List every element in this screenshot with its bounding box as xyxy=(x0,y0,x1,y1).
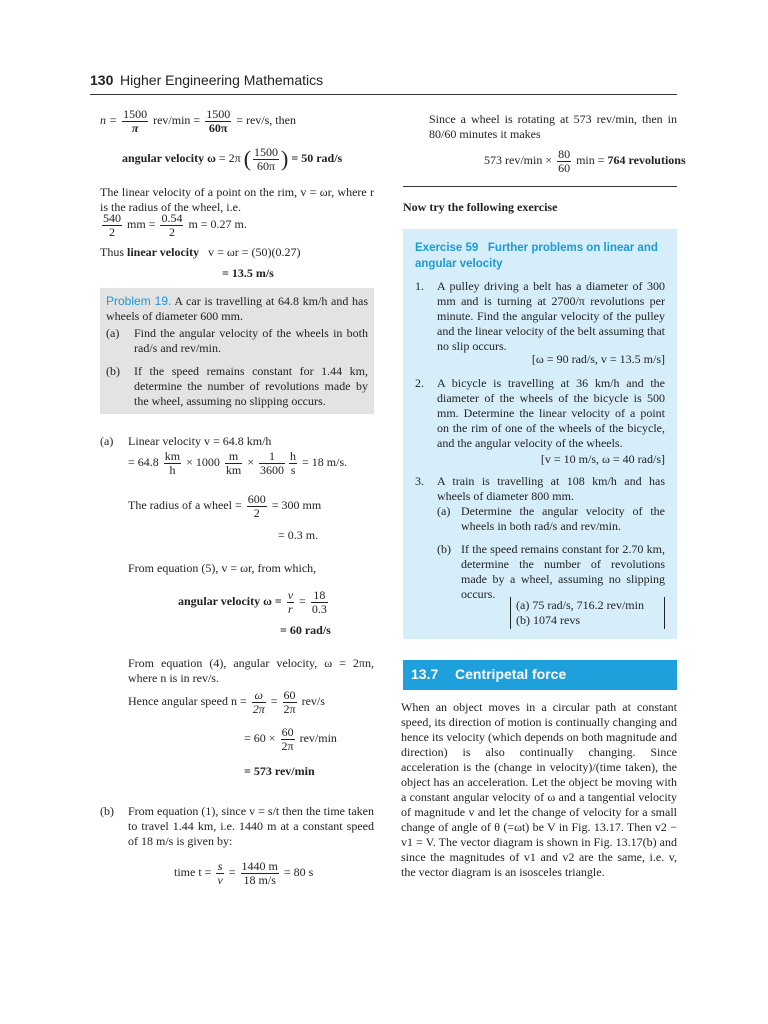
exercise-q3a-label: (a) xyxy=(437,504,451,518)
exercise-q3-answer-a: (a) 75 rad/s, 716.2 rev/min xyxy=(516,598,644,612)
sol-a-av-result: = 60 rad/s xyxy=(280,623,331,637)
exercise-q3-text: A train is travelling at 108 km/h and has wheels of diameter 800 mm. xyxy=(437,474,665,503)
exercise-q2-num: 2. xyxy=(415,376,424,390)
problem-a-text: Find the angular velocity of the wheels in both rad/s and rev/min. xyxy=(134,326,368,355)
sol-a-rev-min: = 60 × $\frac{60}{2\pi}$ rev/min xyxy=(244,725,337,753)
sol-a-line1: Linear velocity v = 64.8 km/h xyxy=(128,434,272,448)
exercise-q2-text: A bicycle is travelling at 36 km/h and the diameter of the wheels of the bicycle is 500 mm. Determine the linear velocity of a point on the rim of one of the wheels of the bicycle, and the angular velocity of the wheels. xyxy=(437,376,665,450)
eq-thus: Thus linear velocity v = ωr = (50)(0.27) xyxy=(100,245,301,259)
eq-n: n = $\frac{1500}{\pi}$ rev/min = $\frac{1500}{60\pi}$ = rev/s, then xyxy=(100,107,296,135)
problem-statement: Problem 19. A car is travelling at 64.8 km/h and has wheels of diameter 600 mm. xyxy=(106,294,369,323)
exercise-q3b-label: (b) xyxy=(437,542,451,556)
sol-a-eq5: From equation (5), v = ωr, from which, xyxy=(128,561,317,575)
book-title: Higher Engineering Mathematics xyxy=(120,72,324,88)
sol-a-conversion: = 64.8 $\frac{km}{h}$ × 1000 $\frac{m}{km}$ × $\frac{1}{3600}$ $\frac{h}{s}$ = 18 m/s. xyxy=(128,449,348,477)
sol-a-angular-velocity: angular velocity ω = $\frac{v}{r}$ = $\frac{18}{0.3}$ xyxy=(178,588,327,616)
sol-b-time: time t = $\frac{s}{v}$ = $\frac{1440 m}{18 m/s}$ = 80 s xyxy=(174,859,314,887)
linear-intro: The linear velocity of a point on the rim, v = ωr, where r is the radius of the wheel, i.e. xyxy=(100,185,374,214)
section-body: When an object moves in a circular path at constant speed, its direction of motion is continually changing and hence its velocity (which depends on both magnitude and direction) is also continually changing. Since acceleration is the (change in velocity)/(time taken), the object has an acceleration. Let the object be moving with a constant angular velocity of ω and a tangential velocity of magnitude v and let the change of velocity for a small change of angle of θ (=ωt) be V in Fig. 13.17. Then v2 − v1 = V. The vector diagram is shown in Fig. 13.17(b) and since the magnitudes of v1 and v2 are the same, i.e. v, the vector diagram is an isosceles triangle. xyxy=(401,700,677,879)
sol-a-rev-min-result: = 573 rev/min xyxy=(244,764,315,778)
exercise-q3b-text: If the speed remains constant for 2.70 km, determine the number of revolutions made by a wheel, assuming no slipping occurs. xyxy=(461,542,665,601)
exercise-q2-answer: [v = 10 m/s, ω = 40 rad/s] xyxy=(540,452,665,466)
exercise-q1-num: 1. xyxy=(415,279,424,293)
sol-a-eq4: From equation (4), angular velocity, ω = 2πn, where n is in rev/s. xyxy=(128,656,374,685)
exercise-q3-num: 3. xyxy=(415,474,424,488)
sol-b-label: (b) xyxy=(100,804,114,818)
revolutions-eq: 573 rev/min × $\frac{80}{60}$ min = 764 revolutions xyxy=(484,147,686,175)
sol-b-text: From equation (1), since v = s/t then the time taken to travel 1.44 km, i.e. 1440 m at a constant speed of 18 m/s is given by: xyxy=(128,804,374,848)
sol-a-angular-speed: Hence angular speed n = $\frac{\omega}{2\pi}$ = $\frac{60}{2\pi}$ rev/s xyxy=(128,688,325,716)
section-number: 13.7 xyxy=(411,666,439,682)
section-title: Centripetal force xyxy=(455,666,567,682)
sol-a-radius-m: = 0.3 m. xyxy=(278,528,319,542)
exercise-q3a-text: Determine the angular velocity of the wheels in both rad/s and rev/min. xyxy=(461,504,665,533)
section-heading xyxy=(403,660,677,690)
exercise-q1-text: A pulley driving a belt has a diameter of 300 mm and is turning at 2700/π revolutions per minute. Find the angular velocity of the pulley and the linear velocity of the belt assuming that no slip occurs. xyxy=(437,279,665,353)
exercise-q3-answer-b: (b) 1074 revs xyxy=(516,613,580,627)
problem-b-label: (b) xyxy=(106,364,120,378)
now-try-rule xyxy=(403,186,677,187)
right-cont-text: Since a wheel is rotating at 573 rev/min, then in 80/60 minutes it makes xyxy=(429,112,677,141)
eq-omega: angular velocity ω = 2π ( $\frac{1500}{60\pi}$ ) = 50 rad/s xyxy=(122,145,343,173)
eq-thus-result: = 13.5 m/s xyxy=(222,266,274,280)
exercise-q1-answer: [ω = 90 rad/s, v = 13.5 m/s] xyxy=(531,352,665,366)
header-rule xyxy=(90,94,677,95)
sol-a-radius: The radius of a wheel = $\frac{600}{2}$ = 300 mm xyxy=(128,492,322,520)
page-number: 130 xyxy=(90,72,114,88)
sol-a-label: (a) xyxy=(100,434,114,448)
now-try-heading: Now try the following exercise xyxy=(403,200,558,214)
problem-b-text: If the speed remains constant for 1.44 km, determine the number of revolutions made by the wheel, assuming no slipping occurs. xyxy=(134,364,368,408)
problem-a-label: (a) xyxy=(106,326,120,340)
exercise-title: Exercise 59 Further problems on linear and angular velocity xyxy=(415,242,658,270)
eq-radius: $\frac{540}{2}$ mm = $\frac{0.54}{2}$ m = 0.27 m. xyxy=(103,211,247,239)
